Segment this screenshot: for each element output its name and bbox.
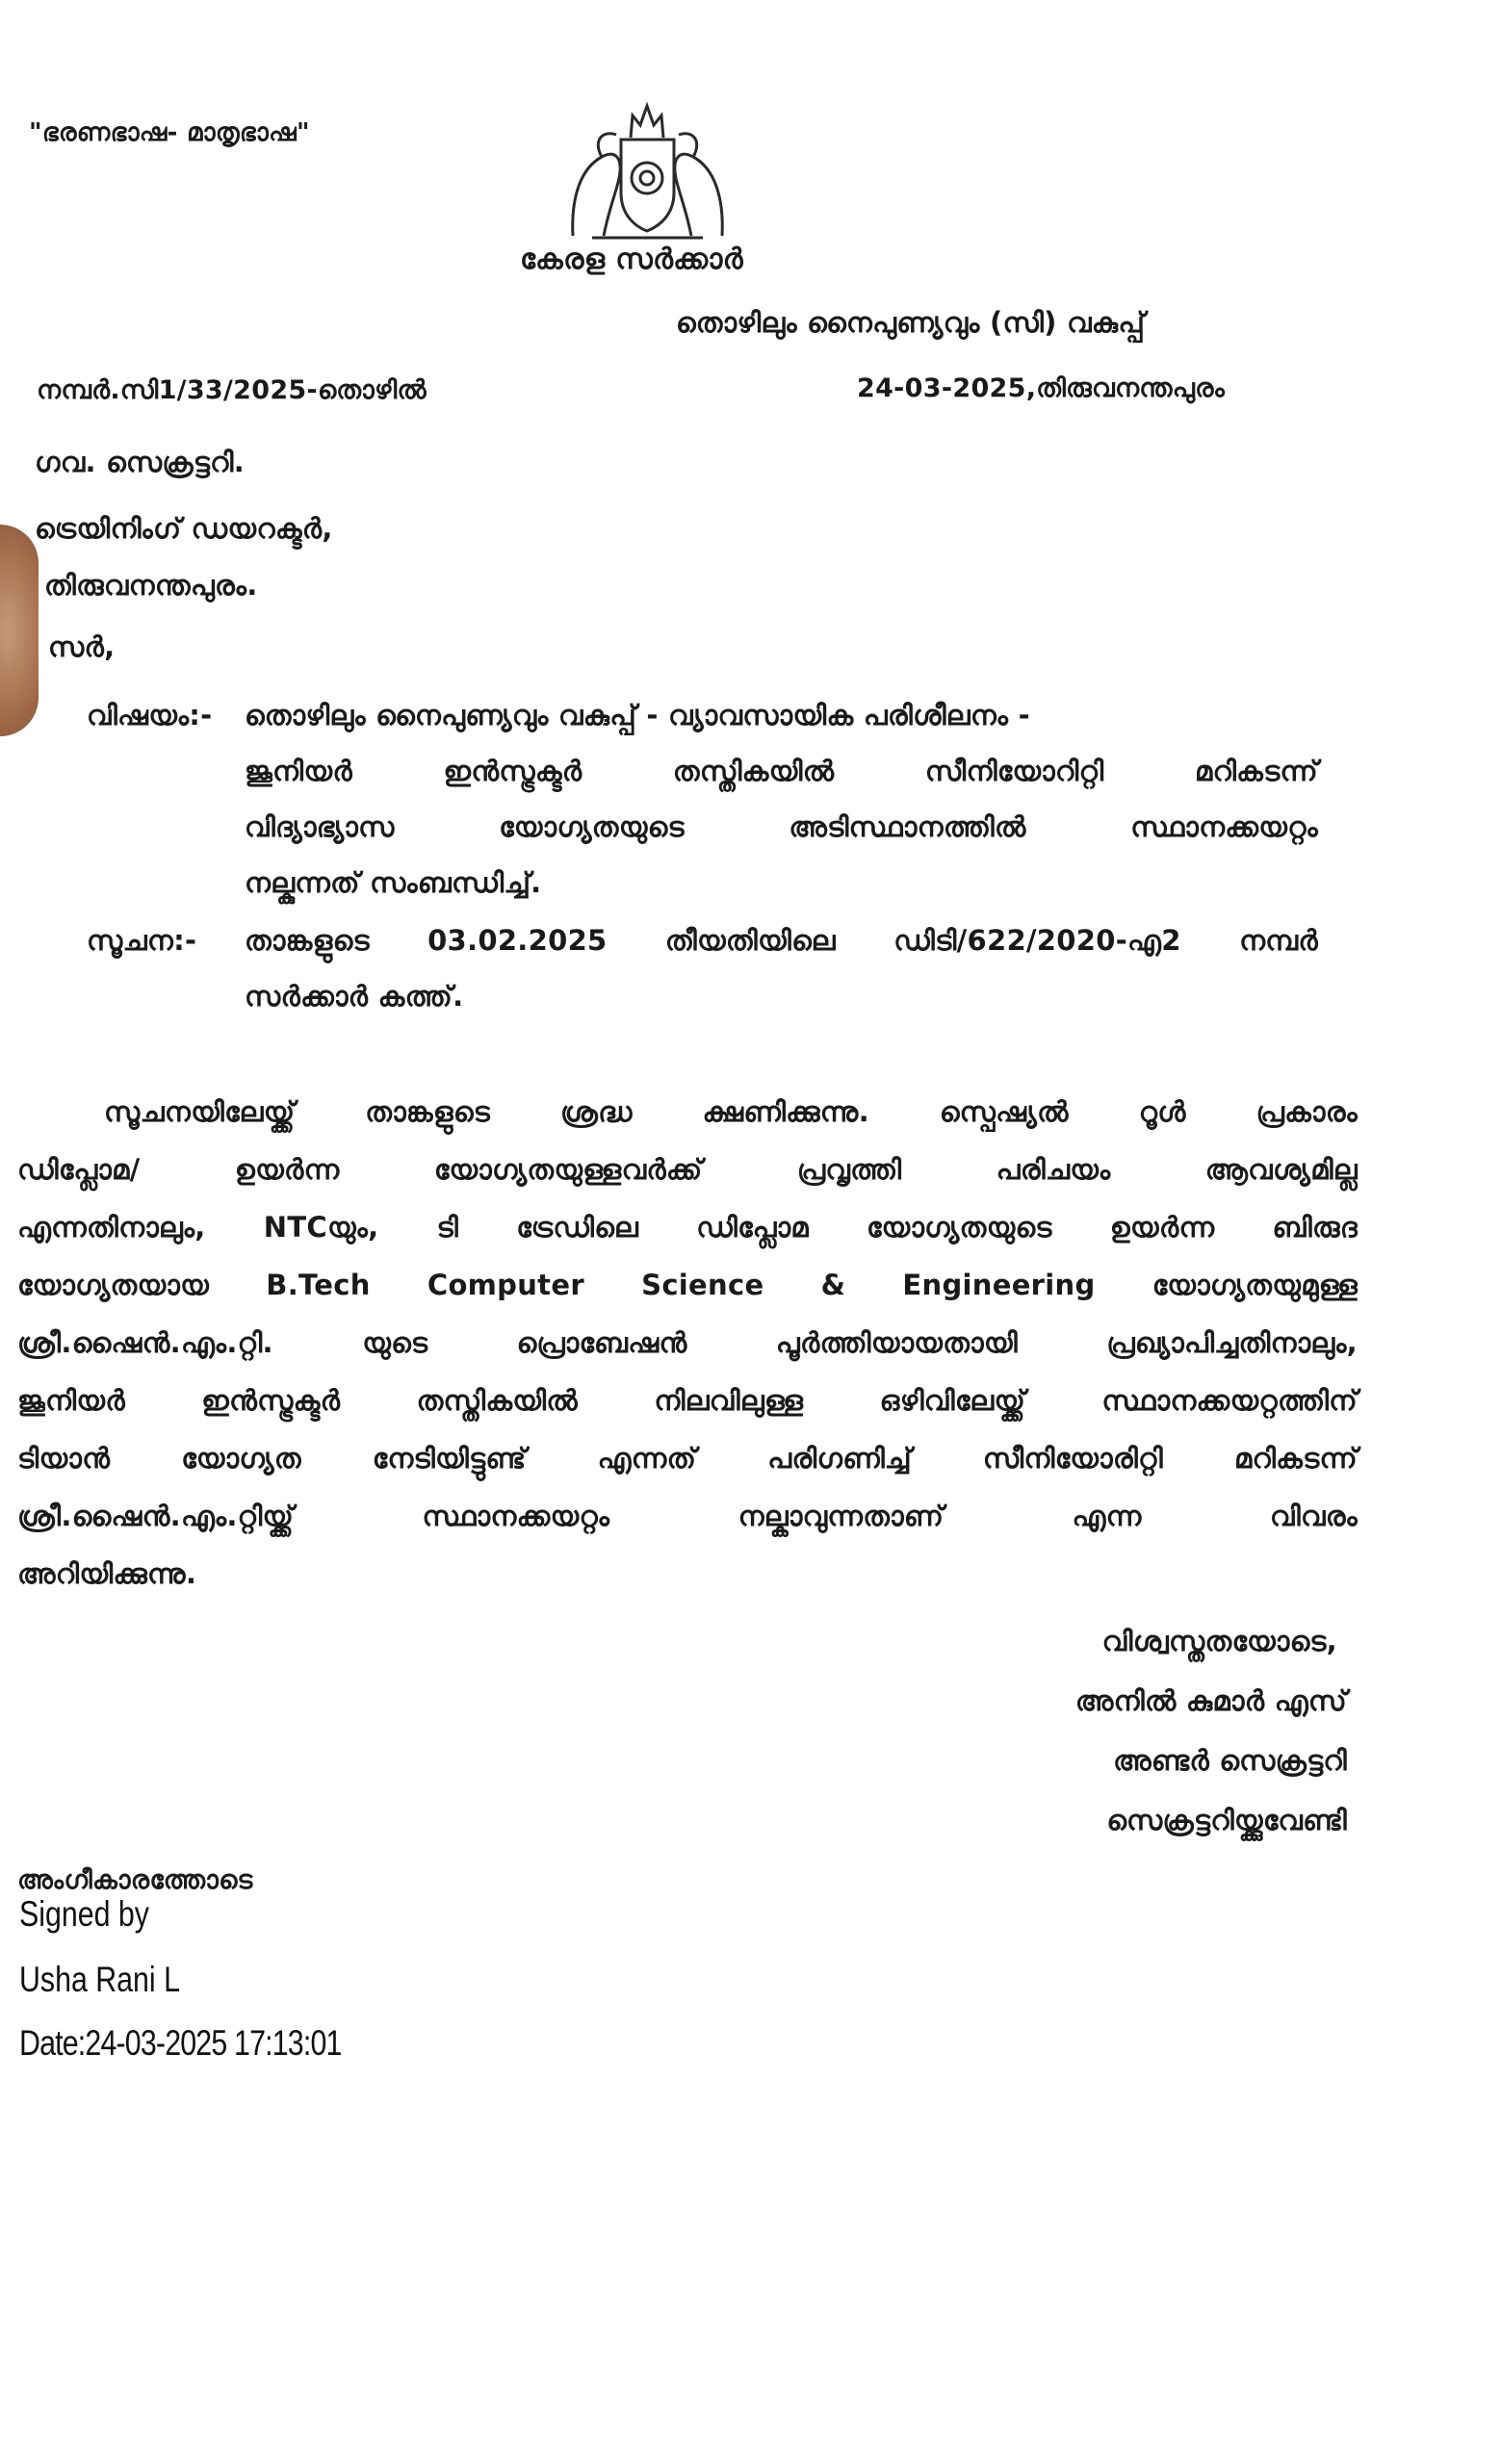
body-line: സൂചനയിലേയ്ക്ക് താങ്കളുടെ ശ്രദ്ധ ക്ഷണിക്കുന്നു. സ്പെഷ്യൽ റൂൾ പ്രകാരം [104, 1095, 1358, 1128]
body-line: ശ്രീ.ഷൈൻ.എം.റ്റി. യുടെ പ്രൊബേഷൻ പൂർത്തിയായതായി പ്രഖ്യാപിച്ചതിനാലും, [17, 1326, 1358, 1359]
reference-line: താങ്കളുടെ 03.02.2025 തീയതിയിലെ ഡിടി/622/2020-എ2 നമ്പർ [245, 924, 1318, 957]
reference-label: സൂചന:- [87, 924, 197, 957]
subject-line: നല്കുന്നത് സംബന്ധിച്ച്. [245, 866, 542, 899]
body-line: ഡിപ്ലോമ/ ഉയർന്ന യോഗ്യതയുള്ളവർക്ക് പ്രവൃത്തി പരിചയം ആവശ്യമില്ല [17, 1153, 1358, 1186]
subject-label: വിഷയം:- [87, 699, 213, 732]
subject-text: തൊഴിലും നൈപുണ്യവും വകുപ്പ് - വ്യാവസായിക പരിശീലനം - [245, 699, 1030, 732]
letter-date-place: 24-03-2025,തിരുവനന്തപുരം [857, 373, 1226, 403]
signed-by-label: Signed by [19, 1894, 149, 1934]
signer-name: Usha Rani L [19, 1960, 180, 1999]
department-name: തൊഴിലും നൈപുണ്യവും (സി) വകുപ്പ് [676, 306, 1146, 339]
signatory-designation: അണ്ടർ സെക്രട്ടറി [1113, 1744, 1347, 1777]
body-line: യോഗ്യതയായ B.Tech Computer Science & Engineering യോഗ്യതയുമുള്ള [17, 1269, 1358, 1301]
govt-name: കേരള സർക്കാർ [520, 243, 743, 276]
closing-block [1075, 1625, 1347, 1863]
subject-line: ജൂനിയർ ഇൻസ്ട്രക്ടർ തസ്തികയിൽ സീനിയോറിറ്റി മറികടന്ന് [245, 755, 1318, 787]
subject-line [245, 699, 1318, 755]
subject-block [245, 699, 1318, 922]
signature-date: Date:24-03-2025 17:13:01 [19, 2023, 342, 2063]
reference-block [245, 924, 1318, 1036]
signatory-on-behalf: സെക്രട്ടറിയ്ക്കുവേണ്ടി [1106, 1804, 1347, 1836]
reference-line: സർക്കാർ കത്ത്. [245, 980, 464, 1013]
recipient-place: തിരുവനന്തപുരം. [44, 569, 258, 602]
subject-line: വിദ്യാഭ്യാസ യോഗ്യതയുടെ അടിസ്ഥാനത്തിൽ സ്ഥാനക്കയറ്റം [245, 810, 1318, 843]
valediction: വിശ്വസ്തതയോടെ, [1101, 1625, 1337, 1657]
from-line: ഗവ. സെക്രട്ടറി. [35, 446, 246, 478]
thumb-photo-artifact [0, 525, 39, 736]
body-line: ജൂനിയർ ഇൻസ്ട്രക്ടർ തസ്തികയിൽ നിലവിലുള്ള ഒഴിവിലേയ്ക്ക് സ്ഥാനക്കയറ്റത്തിന് [17, 1384, 1358, 1417]
body-line: ശ്രീ.ഷൈൻ.എം.റ്റിയ്ക്ക് സ്ഥാനക്കയറ്റം നല്കാവുന്നതാണ് എന്ന വിവരം [17, 1500, 1358, 1532]
recipient-designation: ട്രെയിനിംഗ് ഡയറക്ടർ, [35, 512, 333, 545]
kerala-emblem-icon [563, 101, 732, 245]
signatory-name: അനിൽ കുമാർ എസ് [1074, 1684, 1347, 1717]
body-line: അറിയിക്കുന്നു. [17, 1557, 197, 1590]
body-line: എന്നതിനാലും, NTCയും, ടി ട്രേഡിലെ ഡിപ്ലോമ യോഗ്യതയുടെ ഉയർന്ന ബിരുദ [17, 1211, 1358, 1244]
body-paragraph [17, 1095, 1358, 1615]
reference-number: നമ്പർ.സി1/33/2025-തൊഴിൽ [37, 375, 427, 405]
salutation: സർ, [48, 630, 116, 663]
slogan: "ഭരണഭാഷ- മാതൃഭാഷ" [29, 118, 310, 147]
approval-label: അംഗീകാരത്തോടെ [17, 1865, 253, 1895]
body-line: ടിയാൻ യോഗ്യത നേടിയിട്ടുണ്ട് എന്നത് പരിഗണിച്ച് സീനിയോരിറ്റി മറികടന്ന് [17, 1442, 1358, 1475]
